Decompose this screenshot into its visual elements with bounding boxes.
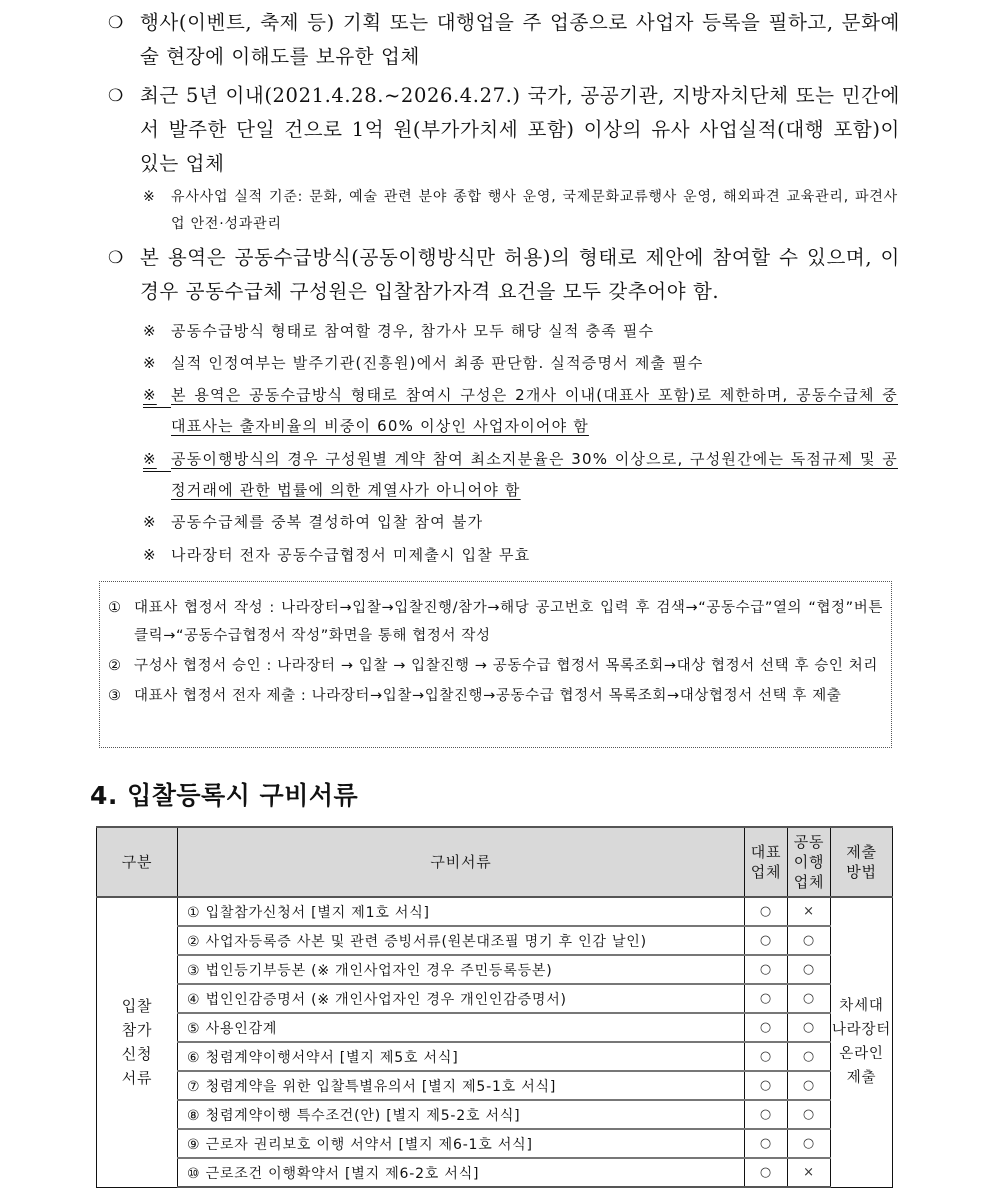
reference-mark-icon: ※ <box>143 189 156 205</box>
note-text: 실적 인정여부는 발주기관(진흥원)에서 최종 판단함. 실적증명서 제출 필수 <box>171 354 704 372</box>
lead-company-mark: ○ <box>745 1071 788 1100</box>
document-number: ③ <box>187 962 201 979</box>
circle-bullet-icon: ❍ <box>108 13 124 33</box>
reference-mark-icon: ※ <box>143 450 157 468</box>
lead-company-mark: ○ <box>745 984 788 1013</box>
document-cell <box>178 1042 745 1071</box>
document-number: ① <box>187 904 201 921</box>
document-number: ⑨ <box>187 1136 201 1153</box>
joint-company-mark: × <box>788 897 831 926</box>
document-number: ⑥ <box>187 1049 201 1066</box>
consortium-note <box>143 507 898 538</box>
required-documents-table <box>96 826 893 1188</box>
joint-company-mark: ○ <box>788 984 831 1013</box>
table-row <box>97 1129 893 1158</box>
document-cell <box>178 955 745 984</box>
document-cell <box>178 897 745 926</box>
table-header-row <box>97 827 893 897</box>
header-joint-company <box>788 827 831 897</box>
document-cell <box>178 1129 745 1158</box>
qualification-text: 본 용역은 공동수급방식(공동이행방식만 허용)의 형태로 제안에 참여할 수 있으며, 이 경우 공동수급체 구성원은 입찰참가자격 요건을 모두 갖추어야 함. <box>140 246 900 303</box>
category-cell <box>97 897 178 1187</box>
note-text: 유사사업 실적 기준: 문화, 예술 관련 분야 종합 행사 운영, 국제문화교류행사 운영, 해외파견 교육관리, 파견사업 안전·성과관리 <box>171 189 898 232</box>
procedure-step <box>108 652 883 680</box>
category-label-line: 참가 <box>121 1021 153 1040</box>
document-number: ② <box>187 933 201 950</box>
step-number: ① <box>108 600 122 616</box>
document-cell <box>178 1013 745 1042</box>
reference-mark-icon: ※ <box>143 546 157 564</box>
reference-mark-icon: ※ <box>143 354 157 372</box>
table-row <box>97 1158 893 1187</box>
lead-company-mark: ○ <box>745 1129 788 1158</box>
header-document: 구비서류 <box>178 827 745 897</box>
header-joint-line: 이행 <box>793 853 825 871</box>
document-number: ⑧ <box>187 1107 201 1124</box>
procedure-step <box>108 594 883 650</box>
method-label-line: 제출 <box>846 1070 877 1087</box>
document-cell <box>178 1158 745 1187</box>
procedure-box <box>99 581 892 748</box>
joint-company-mark: ○ <box>788 926 831 955</box>
document-number: ④ <box>187 991 201 1008</box>
document-cell <box>178 926 745 955</box>
header-joint-line: 업체 <box>793 873 825 891</box>
header-method-line: 제출 <box>846 843 877 861</box>
joint-company-mark: × <box>788 1158 831 1187</box>
document-name: 청렴계약을 위한 입찰특별유의서 [별지 제5-1호 서식] <box>205 1078 557 1095</box>
table-row <box>97 1100 893 1129</box>
note-text: 공동수급체를 중복 결성하여 입찰 참여 불가 <box>171 513 484 531</box>
table-row <box>97 1071 893 1100</box>
joint-company-mark: ○ <box>788 1013 831 1042</box>
document-name: 법인등기부등본 (※ 개인사업자인 경우 주민등록등본) <box>205 962 553 979</box>
consortium-note <box>143 316 898 347</box>
method-label-line: 차세대 <box>839 998 884 1015</box>
reference-mark-icon: ※ <box>143 386 157 404</box>
category-label-line: 서류 <box>121 1069 153 1088</box>
document-cell <box>178 1100 745 1129</box>
joint-company-mark: ○ <box>788 1042 831 1071</box>
table-row <box>97 897 893 926</box>
joint-company-mark: ○ <box>788 955 831 984</box>
section-title: 4. 입찰등록시 구비서류 <box>90 781 359 810</box>
lead-company-mark: ○ <box>745 1013 788 1042</box>
header-method-line: 방법 <box>846 863 877 881</box>
note-text: 본 용역은 공동수급방식 형태로 참여시 구성은 2개사 이내(대표사 포함)로 제한하며, 공동수급체 중 대표사는 출자비율의 비중이 60% 이상인 사업자이어야 함 <box>171 386 898 435</box>
lead-company-mark: ○ <box>745 1100 788 1129</box>
document-name: 청렴계약이행 특수조건(안) [별지 제5-2호 서식] <box>205 1107 521 1124</box>
category-label-line: 입찰 <box>121 997 153 1016</box>
consortium-note <box>143 348 898 379</box>
document-cell <box>178 984 745 1013</box>
table-row <box>97 1042 893 1071</box>
header-lead-company <box>745 827 788 897</box>
qualification-text: 최근 5년 이내(2021.4.28.~2026.4.27.) 국가, 공공기관, 지방자치단체 또는 민간에서 발주한 단일 건으로 1억 원(부가가치세 포함) 이상의 유사 사업실적(대행 포함)이 있는 업체 <box>140 84 900 175</box>
document-name: 입찰참가신청서 [별지 제1호 서식] <box>205 904 430 921</box>
qualification-item <box>108 79 900 181</box>
method-label-line: 나라장터 <box>831 1022 892 1039</box>
header-submission-method <box>831 827 893 897</box>
document-number: ⑦ <box>187 1078 201 1095</box>
consortium-note-underlined <box>143 444 898 506</box>
table-row <box>97 1013 893 1042</box>
step-text: 대표사 협정서 전자 제출 : 나라장터→입찰→입찰진행→공동수급 협정서 목록조회→대상협정서 선택 후 제출 <box>134 688 842 704</box>
header-joint-line: 공동 <box>793 833 825 851</box>
category-label-line: 신청 <box>121 1045 153 1064</box>
step-number: ② <box>108 658 122 674</box>
underline-rule <box>143 471 171 472</box>
similar-business-note <box>143 184 898 238</box>
joint-company-mark: ○ <box>788 1129 831 1158</box>
note-text: 공동수급방식 형태로 참여할 경우, 참가사 모두 해당 실적 충족 필수 <box>171 322 655 340</box>
document-name: 법인인감증명서 (※ 개인사업자인 경우 개인인감증명서) <box>205 991 567 1008</box>
document-name: 근로자 권리보호 이행 서약서 [별지 제6-1호 서식] <box>205 1136 533 1153</box>
consortium-note-underlined <box>143 380 898 442</box>
procedure-step <box>108 682 883 710</box>
qualification-item <box>108 6 900 74</box>
lead-company-mark: ○ <box>745 1042 788 1071</box>
document-name: 사용인감계 <box>205 1020 278 1037</box>
table-row <box>97 984 893 1013</box>
lead-company-mark: ○ <box>745 897 788 926</box>
document-name: 근로조건 이행확약서 [별지 제6-2호 서식] <box>205 1165 480 1182</box>
document-name: 사업자등록증 사본 및 관련 증빙서류(원본대조필 명기 후 인감 날인) <box>205 933 647 950</box>
document-number: ⑤ <box>187 1020 201 1037</box>
reference-mark-icon: ※ <box>143 513 157 531</box>
step-number: ③ <box>108 688 122 704</box>
circle-bullet-icon: ❍ <box>108 86 124 106</box>
document-number: ⑩ <box>187 1165 201 1182</box>
note-text: 나라장터 전자 공동수급협정서 미제출시 입찰 무효 <box>171 546 531 564</box>
underline-rule <box>143 407 171 408</box>
table-row <box>97 955 893 984</box>
joint-company-mark: ○ <box>788 1100 831 1129</box>
submission-method-cell <box>831 897 893 1187</box>
circle-bullet-icon: ❍ <box>108 248 124 268</box>
document-name: 청렴계약이행서약서 [별지 제5호 서식] <box>205 1049 459 1066</box>
note-text: 공동이행방식의 경우 구성원별 계약 참여 최소지분율은 30% 이상으로, 구성원간에는 독점규제 및 공정거래에 관한 법률에 의한 계열사가 아니어야 함 <box>171 450 898 499</box>
qualification-text: 행사(이벤트, 축제 등) 기획 또는 대행업을 주 업종으로 사업자 등록을 필하고, 문화예술 현장에 이해도를 보유한 업체 <box>140 11 900 68</box>
header-lead-line: 대표 <box>750 843 782 861</box>
table-row <box>97 926 893 955</box>
reference-mark-icon: ※ <box>143 322 157 340</box>
lead-company-mark: ○ <box>745 955 788 984</box>
step-text: 구성사 협정서 승인 : 나라장터 → 입찰 → 입찰진행 → 공동수급 협정서 목록조회→대상 협정서 선택 후 승인 처리 <box>134 658 878 674</box>
header-lead-line: 업체 <box>750 863 782 881</box>
method-label-line: 온라인 <box>839 1046 884 1063</box>
header-category: 구분 <box>97 827 178 897</box>
step-text: 대표사 협정서 작성 : 나라장터→입찰→입찰진행/참가→해당 공고번호 입력 후 검색→“공동수급”열의 “협정”버튼 클릭→“공동수급협정서 작성”화면을 통해 협정서 작성 <box>134 600 883 644</box>
consortium-note <box>143 540 898 571</box>
lead-company-mark: ○ <box>745 926 788 955</box>
qualification-item <box>108 241 900 309</box>
joint-company-mark: ○ <box>788 1071 831 1100</box>
lead-company-mark: ○ <box>745 1158 788 1187</box>
document-cell <box>178 1071 745 1100</box>
